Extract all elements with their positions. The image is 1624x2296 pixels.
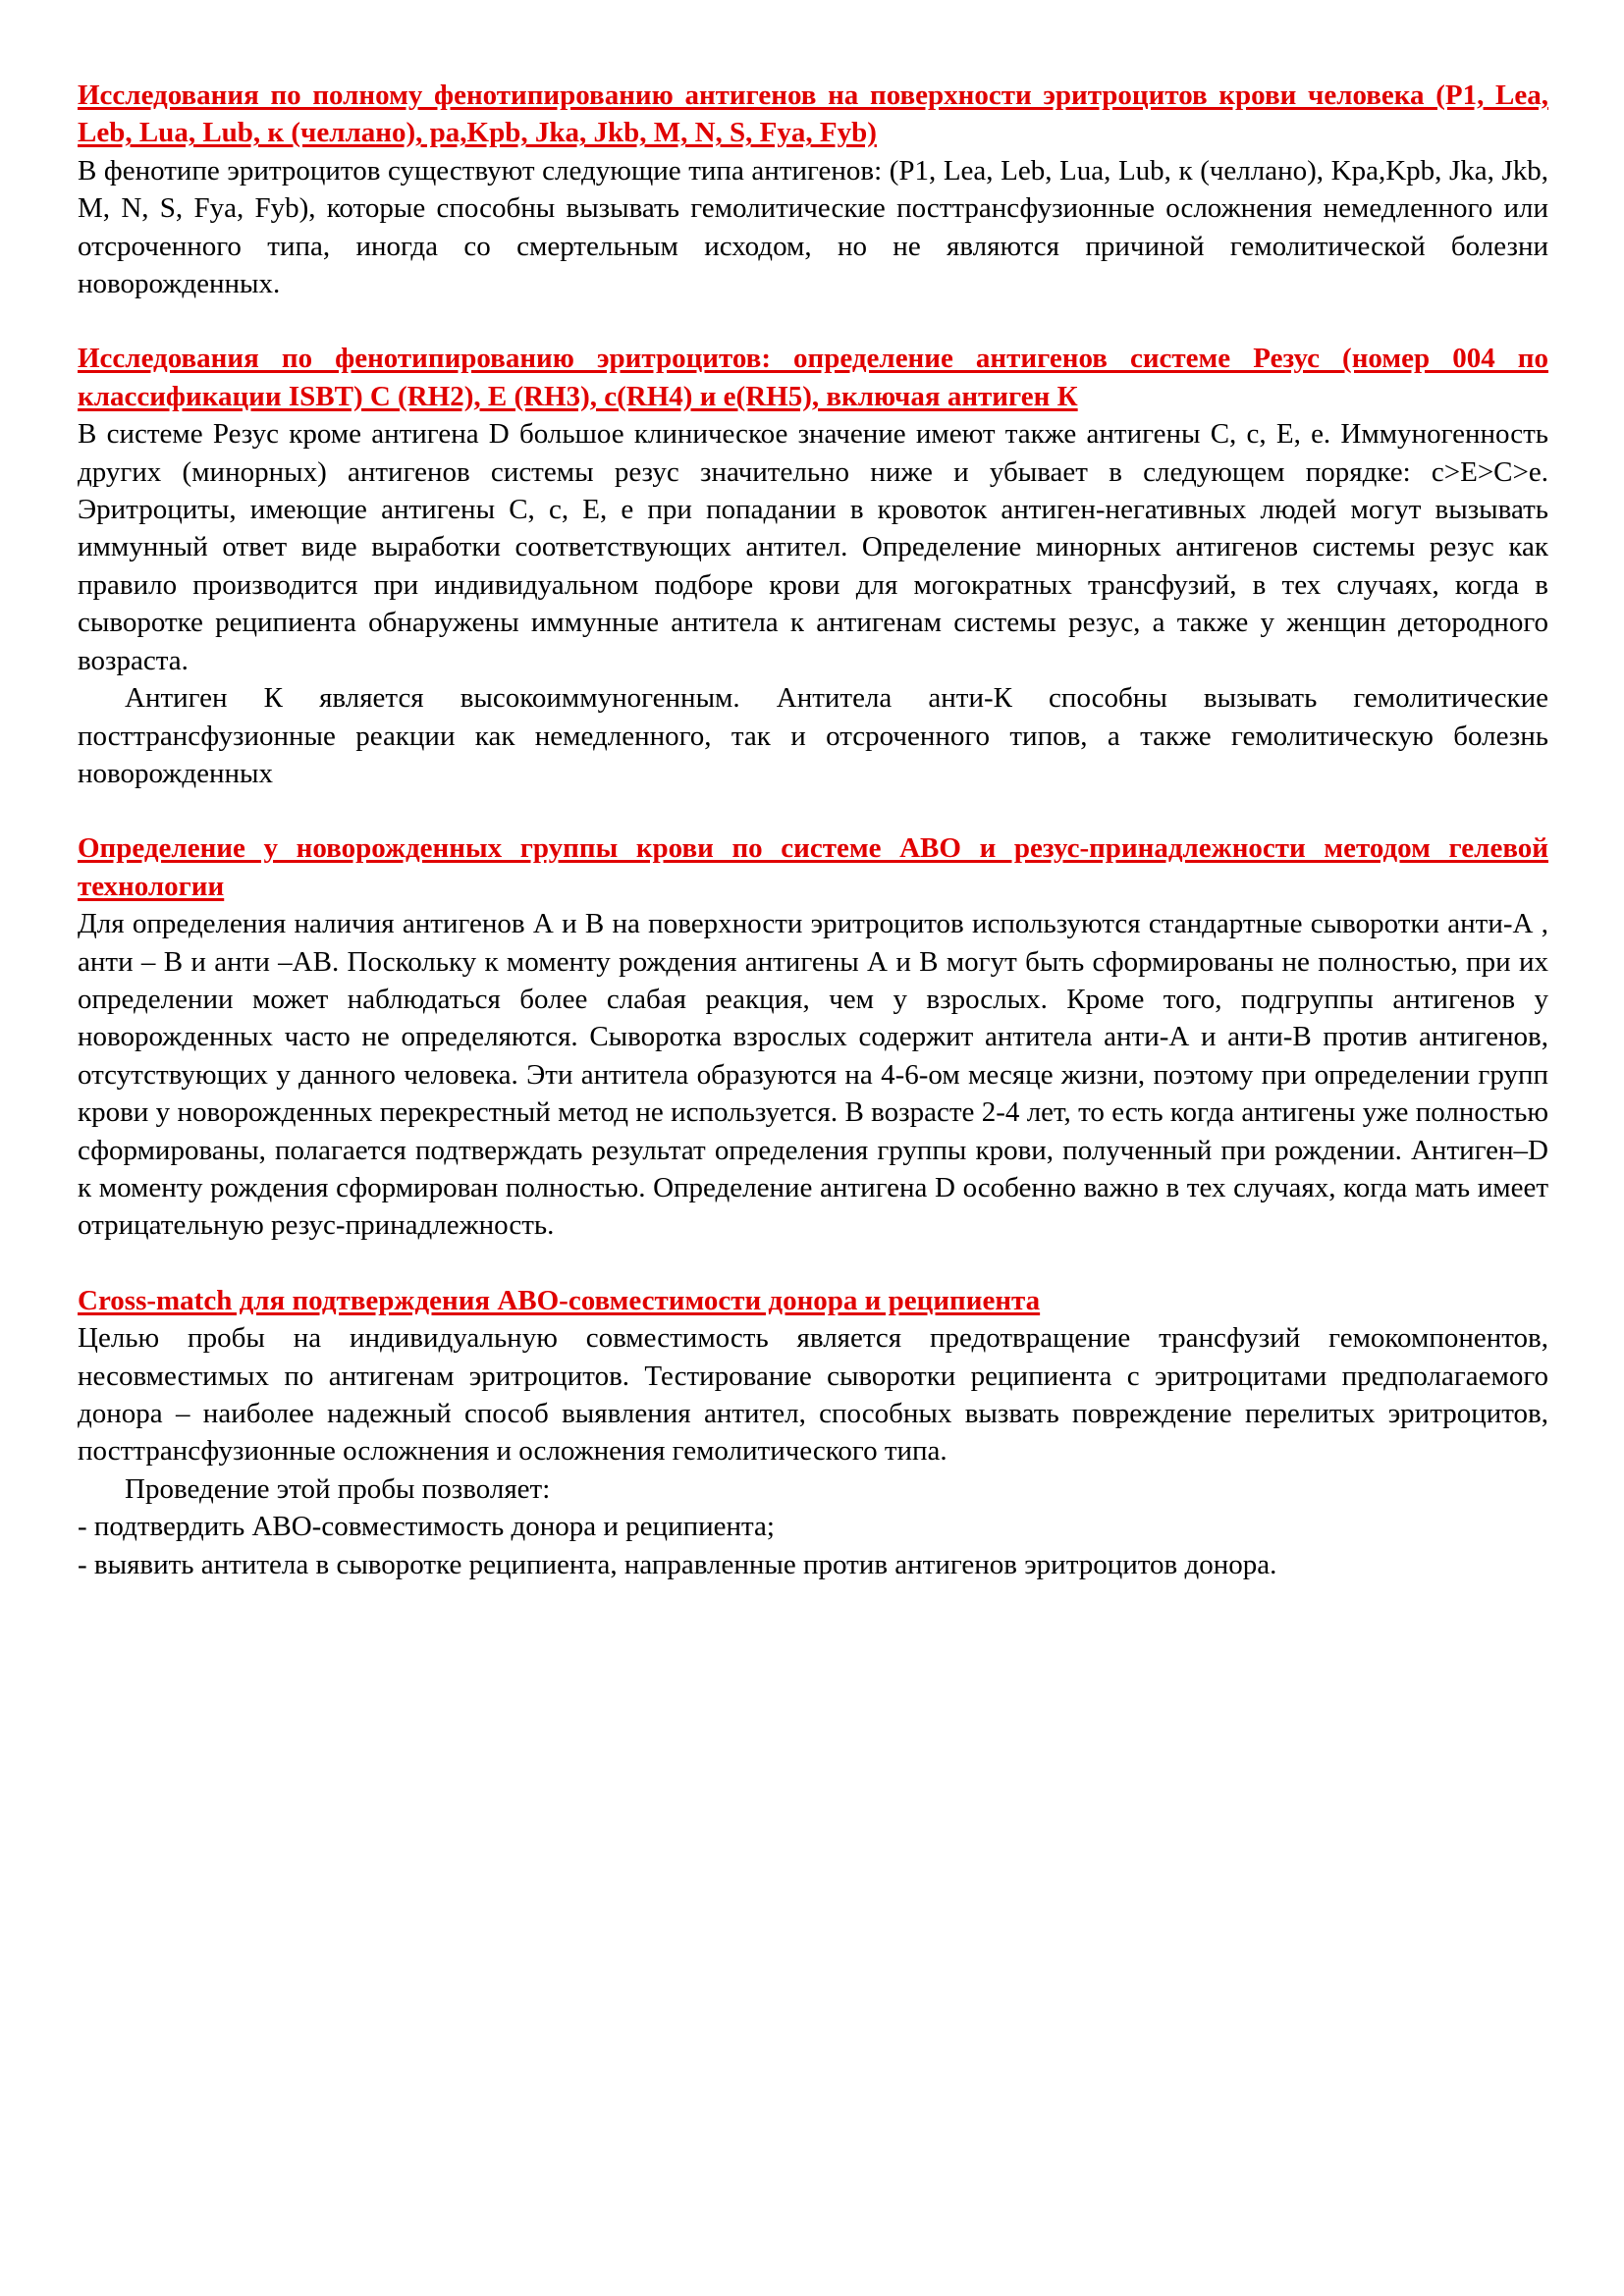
section-heading: Исследования по полному фенотипированию антигенов на поверхности эритроцитов крови человека (P1, Lea, Leb, Lua, Lub, к (челлано), ра,Kpb, Jka, Jkb, M, N, S, Fya, Fyb) bbox=[78, 80, 1548, 149]
section-paragraph: Целью пробы на индивидуальную совместимость является предотвращение трансфузий гемокомпонентов, несовместимых по антигенам эритроцитов. Тестирование сыворотки реципиента с эритроцитами предполагаемого донора – наиболее надежный способ выявления антител, способных вызвать повреждение перелитых эритроцитов, посттрансфузионные осложнения и осложнения гемолитического типа. bbox=[78, 1322, 1548, 1468]
section-paragraph: В системе Резус кроме антигена D большое клиническое значение имеют также антигены С, с, Е, е. Иммуногенность других (минорных) антигенов системы резус значительно ниже и убывает в следующем порядке: с>Е>С>е. Эритроциты, имеющие антигены С, с, Е, е при попадании в кровоток антиген-негативных людей могут вызывать иммунный ответ виде выработки соответствующих антител. Определение минорных антигенов системы резус как правило производится при индивидуальном подборе крови для могократных трансфузий, в тех случаях, когда в сыворотке реципиента обнаружены иммунные антитела к антигенам системы резус, а также у женщин детородного возраста. bbox=[78, 418, 1548, 676]
section-newborn-blood-group bbox=[78, 829, 1548, 1244]
section-paragraph: В фенотипе эритроцитов существуют следующие типа антигенов: (P1, Lea, Leb, Lua, Lub, к (челлано), Kpa,Kpb, Jka, Jkb, M, N, S, Fya, Fyb), которые способны вызывать гемолитические посттрансфузионные осложнения немедленного или отсроченного типа, иногда со смертельным исходом, но не являются причиной гемолитической болезни новорожденных. bbox=[78, 154, 1548, 300]
section-full-phenotyping bbox=[78, 77, 1548, 302]
section-paragraph: Проведение этой пробы позволяет: bbox=[125, 1472, 551, 1505]
list-item: - выявить антитела в сыворотке реципиента, направленные против антигенов эритроцитов донора. bbox=[78, 1548, 1277, 1580]
list-item: - подтвердить АВО-совместимость донора и реципиента; bbox=[78, 1511, 775, 1543]
section-heading: Исследования по фенотипированию эритроцитов: определение антигенов системе Резус (номер 004 по классификации ISBT) С (RH2), Е (RH3), с(RH4) и е(RH5), включая антиген К bbox=[78, 343, 1548, 412]
section-heading: Cross-match для подтверждения АВО-совместимости донора и реципиента bbox=[78, 1284, 1041, 1316]
section-paragraph: Антиген К является высокоиммуногенным. Антитела анти-К способны вызывать гемолитические посттрансфузионные реакции как немедленного, так и отсроченного типов, а также гемолитическую болезнь новорожденных bbox=[78, 682, 1548, 789]
section-cross-match bbox=[78, 1282, 1548, 1583]
section-paragraph: Для определения наличия антигенов А и В на поверхности эритроцитов используются стандартные сыворотки анти-А , анти – В и анти –АВ. Поскольку к моменту рождения антигены А и В могут быть сформированы не полностью, при их определении может наблюдаться более слабая реакция, чем у взрослых. Кроме того, подгруппы антигенов у новорожденных часто не определяются. Сыворотка взрослых содержит антитела анти-А и анти-В против антигенов, отсутствующих у данного человека. Эти антитела образуются на 4-6-ом месяце жизни, поэтому при определении групп крови у новорожденных перекрестный метод не используется. В возрасте 2-4 лет, то есть когда антигены уже полностью сформированы, полагается подтверждать результат определения группы крови, полученный при рождении. Антиген–D к моменту рождения сформирован полностью. Определение антигена D особенно важно в тех случаях, когда мать имеет отрицательную резус-принадлежность. bbox=[78, 908, 1548, 1242]
section-heading: Определение у новорожденных группы крови по системе АВО и резус-принадлежности методом гелевой технологии bbox=[78, 832, 1548, 902]
section-rhesus-phenotyping bbox=[78, 340, 1548, 792]
document-page bbox=[78, 77, 1548, 1621]
